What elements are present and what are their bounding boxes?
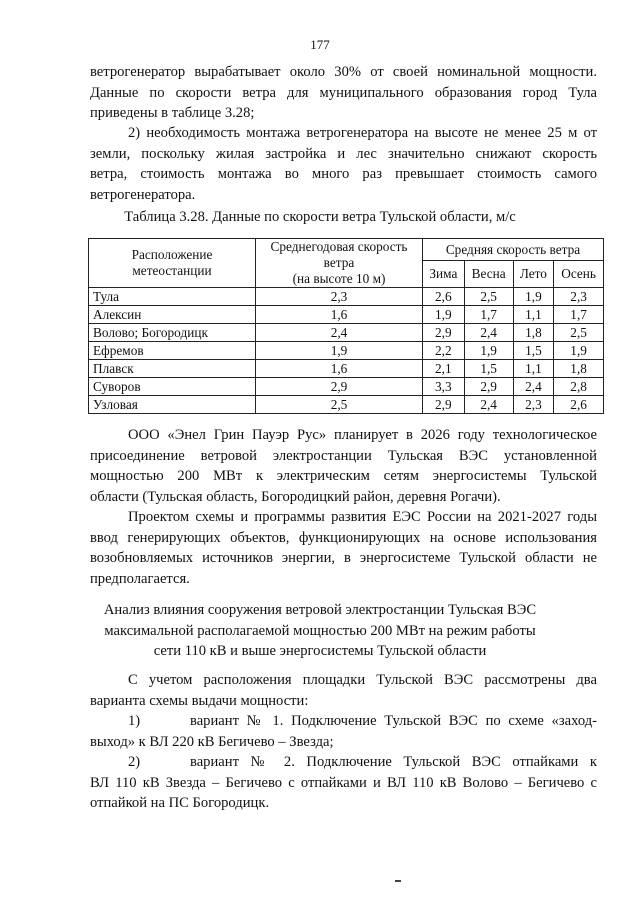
cell-summer: 1,1: [513, 306, 554, 324]
text-line: ввод генерирующих объектов, функционирующих на основе использования: [90, 529, 597, 546]
heading-line: сети 110 кВ и выше энергосистемы Тульской области: [153, 643, 487, 659]
cell-location: Суворов: [89, 378, 256, 396]
scan-mark: [395, 880, 401, 882]
cell-winter: 2,9: [423, 396, 465, 414]
option-2-text: вариант № 2. Подключение Тульской ВЭС отпайками к: [190, 754, 597, 770]
cell-autumn: 1,8: [554, 360, 604, 378]
wind-speed-table: [88, 238, 604, 414]
text-line: Проектом схемы и программы развития ЕЭС России на 2021-2027 годы: [128, 509, 597, 525]
cell-location: Тула: [89, 288, 256, 306]
point-2-paragraph: [90, 123, 597, 205]
cell-annual: 2,3: [256, 288, 423, 306]
table-row: [89, 288, 604, 306]
cell-autumn: 1,9: [554, 342, 604, 360]
cell-annual: 2,9: [256, 378, 423, 396]
section-heading: [0, 600, 640, 662]
cell-annual: 2,4: [256, 324, 423, 342]
cell-spring: 2,4: [464, 396, 513, 414]
text-line: приведены в таблице 3.28;: [90, 105, 255, 121]
cell-spring: 1,7: [464, 306, 513, 324]
cell-winter: 2,1: [423, 360, 465, 378]
table-row: [89, 378, 604, 396]
cell-winter: 2,6: [423, 288, 465, 306]
cell-winter: 3,3: [423, 378, 465, 396]
text-line: возобновляемых источников энергии, в энергосистеме Тульской области не: [90, 550, 597, 566]
page-number: 177: [310, 37, 330, 52]
table-row: [89, 396, 604, 414]
cell-annual: 1,9: [256, 342, 423, 360]
cell-location: Ефремов: [89, 342, 256, 360]
text-line: предполагается.: [90, 570, 190, 587]
cell-summer: 1,1: [513, 360, 554, 378]
text-line: ВЛ 110 кВ Звезда – Бегичево с отпайками и ВЛ 110 кВ Волово – Бегичево с: [90, 774, 597, 791]
text-line: отпайкой на ПС Богородицк.: [90, 795, 270, 811]
cell-location: Алексин: [89, 306, 256, 324]
table-caption: Таблица 3.28. Данные по скорости ветра Тульской области, м/с: [124, 209, 516, 225]
cell-location: Волово; Богородицк: [89, 324, 256, 342]
text-line: мощностью 200 МВт к электрическим сетям энергосистемы Тульской: [90, 468, 597, 484]
header-winter: Зима: [423, 261, 465, 288]
project-paragraph: [90, 507, 597, 589]
cell-location: Узловая: [89, 396, 256, 414]
table-row: [89, 360, 604, 378]
intro-paragraph: [90, 62, 597, 124]
cell-summer: 1,8: [513, 324, 554, 342]
text-line: варианта схемы выдачи мощности:: [90, 692, 309, 709]
cell-annual: 2,5: [256, 396, 423, 414]
table-row: [89, 306, 604, 324]
text-line: Данные по скорости ветра для муниципального образования город Тула: [90, 84, 597, 101]
text-line: области (Тульская область, Богородицкий район, деревня Рогачи).: [90, 488, 501, 505]
table-row: [89, 342, 604, 360]
cell-spring: 2,5: [464, 288, 513, 306]
heading-line: Анализ влияния сооружения ветровой электростанции Тульская ВЭС: [103, 602, 537, 618]
cell-spring: 1,5: [464, 360, 513, 378]
text-line: 2) необходимость монтажа ветрогенератора на высоте не менее 25 м от: [128, 125, 597, 141]
header-spring: Весна: [464, 261, 513, 288]
text-line: земли, поскольку жилая застройка и лес значительно снижают скорость: [90, 145, 597, 162]
options-intro-paragraph: [90, 670, 597, 711]
text-line: С учетом расположения площадки Тульской ВЭС рассмотрены два: [128, 672, 597, 688]
cell-location: Плавск: [89, 360, 256, 378]
header-seasonal-speed: Средняя скорость ветра: [423, 239, 604, 261]
option-1-text: вариант № 1. Подключение Тульской ВЭС по схеме «заход-: [190, 713, 597, 729]
table-row: [89, 324, 604, 342]
cell-autumn: 2,6: [554, 396, 604, 414]
text-line: ООО «Энел Грин Пауэр Рус» планирует в 2026 году технологическое: [128, 427, 597, 443]
cell-annual: 1,6: [256, 360, 423, 378]
cell-summer: 1,9: [513, 288, 554, 306]
cell-winter: 2,2: [423, 342, 465, 360]
text-line: ветрогенератора.: [90, 186, 196, 203]
cell-spring: 2,4: [464, 324, 513, 342]
text-line: присоединение ветровой электростанции Тульская ВЭС установленной: [90, 447, 597, 464]
cell-autumn: 2,3: [554, 288, 604, 306]
cell-summer: 2,3: [513, 396, 554, 414]
cell-autumn: 2,5: [554, 324, 604, 342]
heading-line: максимальной располагаемой мощностью 200 МВт на режим работы: [104, 622, 536, 639]
header-autumn: Осень: [554, 261, 604, 288]
header-annual-speed: Среднегодовая скорость ветра (на высоте 10 м): [256, 239, 423, 288]
option-1-number: 1): [128, 713, 141, 729]
cell-annual: 1,6: [256, 306, 423, 324]
option-2-number: 2): [128, 754, 141, 770]
option-1-item: [90, 711, 597, 752]
cell-spring: 1,9: [464, 342, 513, 360]
text-line: ветра, стоимость монтажа во много раз превышает стоимость самого: [90, 166, 597, 182]
cell-spring: 2,9: [464, 378, 513, 396]
cell-winter: 1,9: [423, 306, 465, 324]
cell-winter: 2,9: [423, 324, 465, 342]
cell-summer: 1,5: [513, 342, 554, 360]
text-line: ветрогенератор вырабатывает около 30% от своей номинальной мощности.: [90, 64, 597, 80]
cell-autumn: 1,7: [554, 306, 604, 324]
option-2-item: [90, 752, 597, 814]
cell-autumn: 2,8: [554, 378, 604, 396]
text-line: выход» к ВЛ 220 кВ Бегичево – Звезда;: [90, 733, 334, 750]
header-location: Расположение метеостанции: [89, 239, 256, 288]
enel-paragraph: [90, 425, 597, 507]
header-summer: Лето: [513, 261, 554, 288]
cell-summer: 2,4: [513, 378, 554, 396]
